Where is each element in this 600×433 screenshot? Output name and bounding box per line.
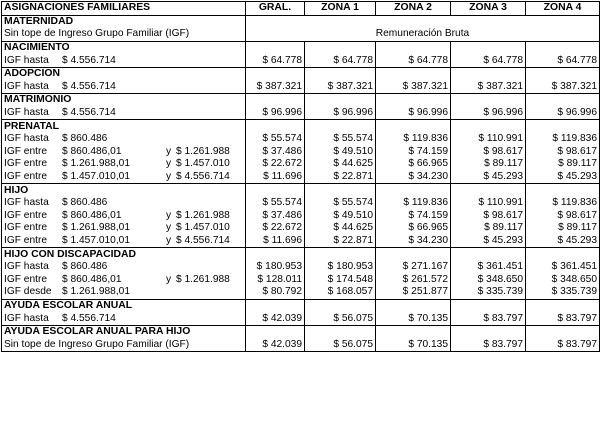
row-label [2, 312, 246, 325]
amount-cell: $ 261.572 [376, 273, 451, 286]
amount-cell: $ 44.625 [305, 222, 376, 235]
amount-cell: $ 34.230 [376, 235, 451, 248]
section-title: MATRIMONIO [2, 94, 246, 107]
amount-cell: $ 335.739 [451, 286, 526, 299]
table-row [2, 107, 600, 120]
section-title: HIJO [2, 184, 246, 197]
amount-cell: $ 119.836 [376, 133, 451, 146]
igf-from-amount: $ 1.457.010,01 [62, 234, 130, 246]
row-label [2, 273, 246, 286]
section-header-cell [305, 120, 376, 133]
table-row [2, 222, 600, 235]
section-title: AYUDA ESCOLAR ANUAL PARA HIJO [2, 325, 246, 338]
table-row [2, 133, 600, 146]
amount-cell: $ 64.778 [451, 54, 526, 67]
igf-from-amount: $ 1.261.988,01 [62, 158, 130, 170]
igf-from-amount: $ 4.556.714 [62, 107, 116, 119]
section-header-cell [526, 94, 600, 107]
column-header-gral: GRAL. [246, 2, 305, 16]
igf-and: y [166, 273, 172, 285]
amount-cell: $ 80.792 [246, 286, 305, 299]
row-label [2, 222, 246, 235]
igf-from-amount: $ 4.556.714 [62, 80, 116, 92]
row-label: Sin tope de Ingreso Grupo Familiar (IGF) [2, 28, 246, 41]
amount-cell: $ 387.321 [451, 81, 526, 94]
igf-from-amount: $ 860.486 [62, 261, 108, 273]
amount-cell: $ 251.877 [376, 286, 451, 299]
section-header-cell [305, 325, 376, 338]
section-header-cell [305, 248, 376, 261]
amount-cell: $ 174.548 [305, 273, 376, 286]
table-row [2, 286, 600, 299]
section-header-cell [376, 299, 451, 312]
amount-cell: $ 98.617 [526, 210, 600, 223]
igf-to-amount: $ 1.261.988 [176, 145, 230, 157]
asignaciones-table [1, 1, 600, 352]
igf-prefix: IGF hasta [4, 107, 49, 119]
amount-cell: $ 49.510 [305, 146, 376, 159]
amount-cell: $ 119.836 [526, 197, 600, 210]
igf-prefix: IGF hasta [4, 197, 49, 209]
table-title: ASIGNACIONES FAMILIARES [2, 2, 246, 16]
amount-cell: $ 348.650 [526, 273, 600, 286]
section-title: ADOPCION [2, 67, 246, 80]
section-header-cell [451, 248, 526, 261]
igf-prefix: IGF desde [4, 286, 52, 298]
amount-cell: $ 70.135 [376, 312, 451, 325]
section-title: MATERNIDAD [2, 15, 246, 28]
section-title-row-ayuda-escolar-anual-hijo [2, 325, 600, 338]
amount-cell: $ 55.574 [305, 133, 376, 146]
section-header-cell [451, 184, 526, 197]
amount-cell: $ 180.953 [246, 261, 305, 274]
amount-cell: $ 387.321 [526, 81, 600, 94]
section-header-cell [246, 248, 305, 261]
amount-cell: $ 119.836 [376, 197, 451, 210]
igf-from-amount: $ 860.486 [62, 133, 108, 145]
section-header-cell [376, 248, 451, 261]
row-label [2, 286, 246, 299]
amount-cell: $ 98.617 [526, 146, 600, 159]
amount-cell: $ 110.991 [451, 133, 526, 146]
section-title-row-adopcion [2, 67, 600, 80]
section-title: PRENATAL [2, 120, 246, 133]
igf-to-amount: $ 4.556.714 [176, 171, 230, 183]
section-title-row-prenatal [2, 120, 600, 133]
igf-prefix: IGF entre [4, 145, 48, 157]
section-header-cell [451, 120, 526, 133]
amount-cell: $ 45.293 [451, 235, 526, 248]
amount-cell: $ 42.039 [246, 338, 305, 351]
amount-cell: $ 11.696 [246, 235, 305, 248]
section-title-row-hijo-con-discapacidad [2, 248, 600, 261]
section-header-cell [376, 325, 451, 338]
amount-cell: $ 89.117 [451, 222, 526, 235]
amount-cell: $ 83.797 [451, 338, 526, 351]
amount-cell: $ 96.996 [305, 107, 376, 120]
section-header-cell [526, 67, 600, 80]
row-label [2, 197, 246, 210]
amount-cell: $ 64.778 [305, 54, 376, 67]
amount-cell: $ 66.965 [376, 158, 451, 171]
section-header-cell [246, 299, 305, 312]
table-row [2, 338, 600, 351]
amount-cell: $ 387.321 [376, 81, 451, 94]
section-header-cell [305, 299, 376, 312]
table-row [2, 28, 600, 41]
amount-cell: $ 96.996 [376, 107, 451, 120]
amount-cell: $ 89.117 [526, 222, 600, 235]
section-header-cell [305, 184, 376, 197]
amount-cell: $ 55.574 [246, 133, 305, 146]
amount-cell: $ 89.117 [451, 158, 526, 171]
amount-cell: $ 361.451 [451, 261, 526, 274]
igf-prefix: IGF hasta [4, 54, 49, 66]
table-row [2, 312, 600, 325]
section-title-row-maternidad [2, 15, 600, 28]
table-row [2, 210, 600, 223]
igf-from-amount: $ 860.486,01 [62, 145, 122, 157]
igf-and: y [166, 222, 172, 234]
row-label [2, 107, 246, 120]
igf-from-amount: $ 860.486 [62, 197, 108, 209]
row-label [2, 54, 246, 67]
section-header-cell [305, 41, 376, 54]
amount-cell: $ 83.797 [451, 312, 526, 325]
table-row [2, 54, 600, 67]
section-header-cell [246, 94, 305, 107]
igf-from-amount: $ 860.486,01 [62, 273, 122, 285]
row-label [2, 146, 246, 159]
section-title-row-nacimiento [2, 41, 600, 54]
igf-from-amount: $ 1.261.988,01 [62, 286, 130, 298]
amount-cell: $ 110.991 [451, 197, 526, 210]
amount-cell: $ 128.011 [246, 273, 305, 286]
amount-cell: $ 37.486 [246, 146, 305, 159]
section-header-cell [526, 299, 600, 312]
amount-cell: $ 64.778 [246, 54, 305, 67]
section-title: NACIMIENTO [2, 41, 246, 54]
amount-cell: $ 98.617 [451, 146, 526, 159]
igf-and: y [166, 145, 172, 157]
amount-cell: $ 45.293 [451, 171, 526, 184]
section-title: AYUDA ESCOLAR ANUAL [2, 299, 246, 312]
igf-and: y [166, 234, 172, 246]
amount-cell: $ 45.293 [526, 235, 600, 248]
igf-prefix: IGF entre [4, 273, 48, 285]
section-header-cell [526, 41, 600, 54]
amount-cell: $ 119.836 [526, 133, 600, 146]
amount-cell: $ 11.696 [246, 171, 305, 184]
amount-cell: $ 22.871 [305, 235, 376, 248]
column-header-zona-4: ZONA 4 [526, 2, 600, 16]
amount-cell: $ 70.135 [376, 338, 451, 351]
amount-cell: $ 44.625 [305, 158, 376, 171]
table-row [2, 273, 600, 286]
amount-cell: $ 387.321 [246, 81, 305, 94]
section-header-blank [246, 15, 600, 28]
amount-cell: $ 348.650 [451, 273, 526, 286]
igf-prefix: IGF hasta [4, 133, 49, 145]
section-header-cell [305, 94, 376, 107]
amount-cell: $ 96.996 [246, 107, 305, 120]
amount-cell: $ 49.510 [305, 210, 376, 223]
header-row [2, 2, 600, 16]
amount-cell: $ 64.778 [526, 54, 600, 67]
amount-cell: $ 387.321 [305, 81, 376, 94]
amount-cell: $ 83.797 [526, 338, 600, 351]
amount-cell: $ 74.159 [376, 146, 451, 159]
amount-cell: $ 22.672 [246, 158, 305, 171]
table-row [2, 235, 600, 248]
table-body [2, 2, 600, 352]
section-title: HIJO CON DISCAPACIDAD [2, 248, 246, 261]
row-label [2, 158, 246, 171]
table-row [2, 146, 600, 159]
section-header-cell [376, 67, 451, 80]
section-header-cell [526, 325, 600, 338]
section-header-cell [451, 94, 526, 107]
amount-cell: $ 22.672 [246, 222, 305, 235]
igf-and: y [166, 209, 172, 221]
amount-cell: $ 34.230 [376, 171, 451, 184]
igf-from-amount: $ 1.261.988,01 [62, 222, 130, 234]
amount-cell: $ 74.159 [376, 210, 451, 223]
igf-from-amount: $ 4.556.714 [62, 54, 116, 66]
amount-cell: $ 98.617 [451, 210, 526, 223]
row-label [2, 81, 246, 94]
section-header-cell [246, 325, 305, 338]
amount-cell: $ 55.574 [305, 197, 376, 210]
section-header-cell [246, 184, 305, 197]
igf-to-amount: $ 1.457.010 [176, 158, 230, 170]
table-row [2, 197, 600, 210]
igf-from-amount: $ 1.457.010,01 [62, 171, 130, 183]
section-header-cell [305, 67, 376, 80]
amount-cell: $ 55.574 [246, 197, 305, 210]
igf-prefix: IGF hasta [4, 80, 49, 92]
section-header-cell [451, 41, 526, 54]
amount-cell: $ 37.486 [246, 210, 305, 223]
table-row [2, 171, 600, 184]
section-header-cell [376, 184, 451, 197]
igf-prefix: IGF entre [4, 158, 48, 170]
row-label [2, 210, 246, 223]
igf-prefix: IGF entre [4, 171, 48, 183]
amount-cell: $ 83.797 [526, 312, 600, 325]
row-label [2, 133, 246, 146]
igf-prefix: IGF entre [4, 209, 48, 221]
section-header-cell [451, 325, 526, 338]
igf-prefix: IGF hasta [4, 312, 49, 324]
section-header-cell [246, 120, 305, 133]
amount-cell: $ 56.075 [305, 312, 376, 325]
section-title-row-ayuda-escolar-anual [2, 299, 600, 312]
amount-cell: $ 45.293 [526, 171, 600, 184]
amount-cell: $ 361.451 [526, 261, 600, 274]
igf-to-amount: $ 4.556.714 [176, 234, 230, 246]
igf-to-amount: $ 1.261.988 [176, 209, 230, 221]
row-label [2, 261, 246, 274]
row-label: Sin tope de Ingreso Grupo Familiar (IGF) [2, 338, 246, 351]
amount-cell: $ 168.057 [305, 286, 376, 299]
igf-to-amount: $ 1.457.010 [176, 222, 230, 234]
section-header-cell [246, 67, 305, 80]
section-header-cell [526, 248, 600, 261]
section-title-row-matrimonio [2, 94, 600, 107]
section-header-cell [376, 120, 451, 133]
section-header-cell [451, 67, 526, 80]
igf-from-amount: $ 860.486,01 [62, 209, 122, 221]
section-header-cell [526, 120, 600, 133]
section-header-cell [451, 299, 526, 312]
amount-cell: $ 271.167 [376, 261, 451, 274]
remuneracion-bruta-note: Remuneración Bruta [246, 28, 600, 41]
amount-cell: $ 180.953 [305, 261, 376, 274]
column-header-zona-2: ZONA 2 [376, 2, 451, 16]
column-header-zona-3: ZONA 3 [451, 2, 526, 16]
amount-cell: $ 66.965 [376, 222, 451, 235]
amount-cell: $ 89.117 [526, 158, 600, 171]
igf-from-amount: $ 4.556.714 [62, 312, 116, 324]
column-header-zona-1: ZONA 1 [305, 2, 376, 16]
igf-prefix: IGF entre [4, 222, 48, 234]
amount-cell: $ 96.996 [526, 107, 600, 120]
amount-cell: $ 64.778 [376, 54, 451, 67]
row-label [2, 171, 246, 184]
table-row [2, 81, 600, 94]
section-title-row-hijo [2, 184, 600, 197]
amount-cell: $ 335.739 [526, 286, 600, 299]
section-header-cell [526, 184, 600, 197]
amount-cell: $ 56.075 [305, 338, 376, 351]
section-header-cell [376, 41, 451, 54]
igf-and: y [166, 158, 172, 170]
igf-to-amount: $ 1.261.988 [176, 273, 230, 285]
amount-cell: $ 22.871 [305, 171, 376, 184]
row-label [2, 235, 246, 248]
section-header-cell [246, 41, 305, 54]
igf-prefix: IGF entre [4, 234, 48, 246]
table-row [2, 158, 600, 171]
igf-and: y [166, 171, 172, 183]
section-header-cell [376, 94, 451, 107]
amount-cell: $ 96.996 [451, 107, 526, 120]
igf-prefix: IGF hasta [4, 261, 49, 273]
amount-cell: $ 42.039 [246, 312, 305, 325]
table-row [2, 261, 600, 274]
